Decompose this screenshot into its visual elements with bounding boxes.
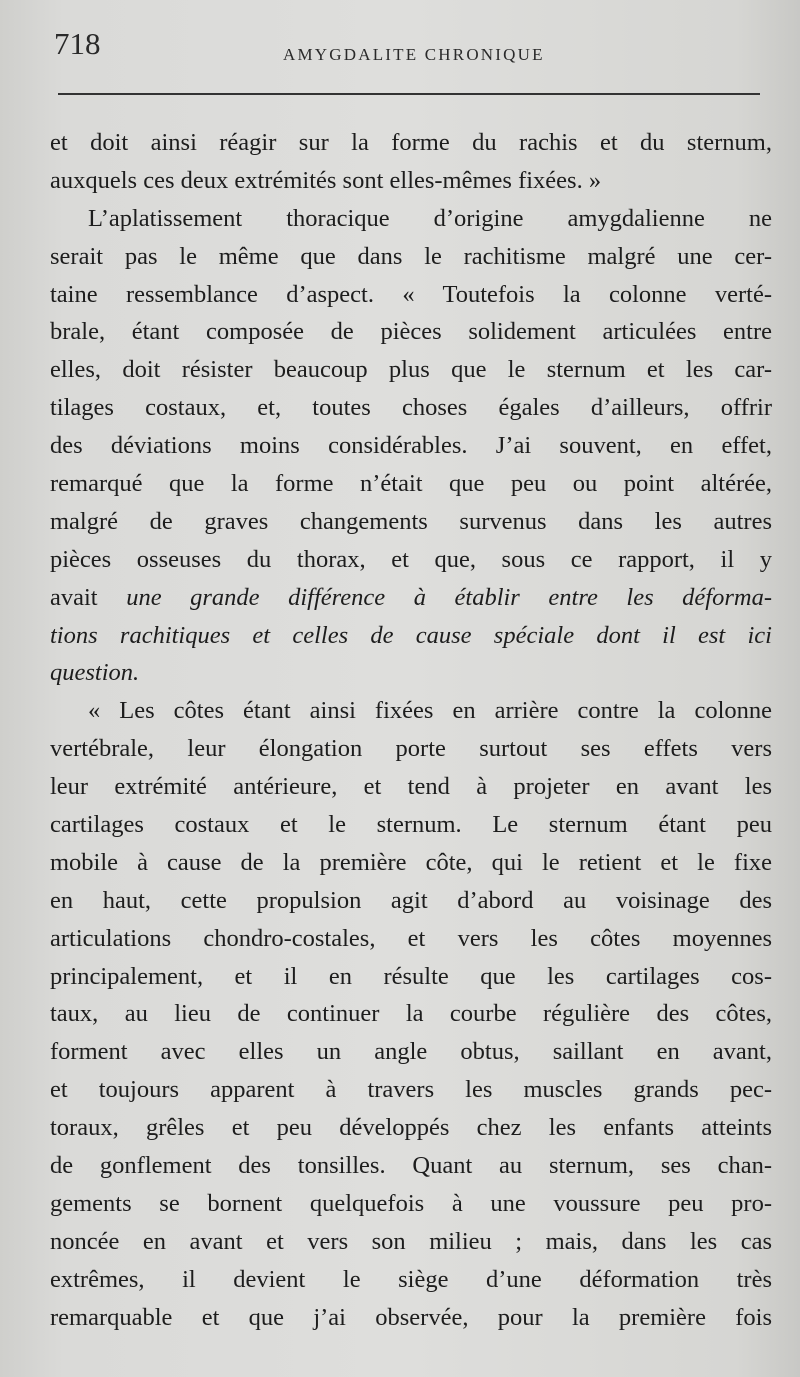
text-line bbox=[50, 882, 772, 920]
text-line bbox=[50, 806, 772, 844]
text-line bbox=[50, 617, 772, 655]
line-text: tilages costaux, et, toutes choses égales d’ailleurs, offrir bbox=[50, 394, 772, 422]
text-line bbox=[50, 427, 772, 465]
text-line bbox=[50, 1261, 772, 1299]
text-line bbox=[50, 1033, 772, 1071]
text-line bbox=[50, 200, 772, 238]
line-text: « Les côtes étant ainsi fixées en arrière contre la colonne bbox=[88, 697, 772, 725]
text-line bbox=[50, 1299, 772, 1337]
text-line bbox=[50, 958, 772, 996]
line-text: serait pas le même que dans le rachitisme malgré une cer- bbox=[50, 242, 772, 270]
line-text: articulations chondro-costales, et vers les côtes moyennes bbox=[50, 924, 772, 952]
line-text: mobile à cause de la première côte, qui le retient et le fixe bbox=[50, 848, 772, 876]
line-text: noncée en avant et vers son milieu ; mais, dans les cas bbox=[50, 1227, 772, 1255]
line-text: L’aplatissement thoracique d’origine amygdalienne ne bbox=[88, 204, 772, 232]
line-text: vertébrale, leur élongation porte surtout ses effets vers bbox=[50, 735, 772, 763]
text-line bbox=[50, 1071, 772, 1109]
text-line bbox=[50, 124, 772, 162]
line-text: forment avec elles un angle obtus, saillant en avant, bbox=[50, 1038, 772, 1066]
text-line bbox=[50, 844, 772, 882]
text-line bbox=[50, 162, 772, 200]
running-head: AMYGDALITE CHRONIQUE bbox=[283, 45, 545, 64]
line-text: extrêmes, il devient le siège d’une déformation très bbox=[50, 1265, 772, 1293]
line-text: cartilages costaux et le sternum. Le sternum étant peu bbox=[50, 811, 772, 839]
header-rule bbox=[58, 93, 760, 95]
line-text: gements se bornent quelquefois à une voussure peu pro- bbox=[50, 1189, 772, 1217]
text-line bbox=[50, 1223, 772, 1261]
text-line bbox=[50, 389, 772, 427]
text-line bbox=[50, 503, 772, 541]
text-line bbox=[50, 654, 772, 692]
text-line bbox=[50, 920, 772, 958]
body-text bbox=[50, 124, 772, 1337]
line-text: remarquable et que j’ai observée, pour la première fois bbox=[50, 1303, 772, 1331]
line-text: leur extrémité antérieure, et tend à projeter en avant les bbox=[50, 773, 772, 801]
text-line bbox=[50, 1185, 772, 1223]
line-text: taine ressemblance d’aspect. « Toutefois la colonne verté- bbox=[50, 280, 772, 308]
text-line bbox=[50, 238, 772, 276]
line-text: malgré de graves changements survenus dans les autres bbox=[50, 507, 772, 535]
text-line bbox=[50, 351, 772, 389]
text-line bbox=[50, 768, 772, 806]
italic-text: une grande différence à établir entre les déforma- bbox=[126, 583, 772, 611]
line-text: auxquels ces deux extrémités sont elles-mêmes fixées. » bbox=[50, 166, 602, 194]
text-line bbox=[50, 692, 772, 730]
text-line bbox=[50, 730, 772, 768]
text-line bbox=[50, 465, 772, 503]
text-line bbox=[50, 579, 772, 617]
line-text: et toujours apparent à travers les muscles grands pec- bbox=[50, 1076, 772, 1104]
line-text: toraux, grêles et peu développés chez les enfants atteints bbox=[50, 1114, 772, 1142]
line-text: pièces osseuses du thorax, et que, sous ce rapport, il y bbox=[50, 545, 772, 573]
line-text: brale, étant composée de pièces solidement articulées entre bbox=[50, 318, 772, 346]
page-number: 718 bbox=[54, 26, 101, 61]
italic-text: tions rachitiques et celles de cause spéciale dont il est ici bbox=[50, 621, 772, 649]
line-text: de gonflement des tonsilles. Quant au sternum, ses chan- bbox=[50, 1152, 772, 1180]
text-line bbox=[50, 995, 772, 1033]
text-line bbox=[50, 276, 772, 314]
italic-text: question. bbox=[50, 659, 140, 687]
text-line bbox=[50, 1147, 772, 1185]
text-line bbox=[50, 1109, 772, 1147]
text-line bbox=[50, 313, 772, 351]
line-text: en haut, cette propulsion agit d’abord au voisinage des bbox=[50, 886, 772, 914]
line-text: principalement, et il en résulte que les cartilages cos- bbox=[50, 962, 772, 990]
line-text: avait bbox=[50, 583, 127, 611]
line-text: remarqué que la forme n’était que peu ou point altérée, bbox=[50, 470, 772, 498]
text-line bbox=[50, 541, 772, 579]
line-text: et doit ainsi réagir sur la forme du rachis et du sternum, bbox=[50, 129, 772, 156]
line-text: elles, doit résister beaucoup plus que le sternum et les car- bbox=[50, 356, 772, 384]
line-text: taux, au lieu de continuer la courbe régulière des côtes, bbox=[50, 1000, 772, 1028]
line-text: des déviations moins considérables. J’ai souvent, en effet, bbox=[50, 432, 772, 460]
